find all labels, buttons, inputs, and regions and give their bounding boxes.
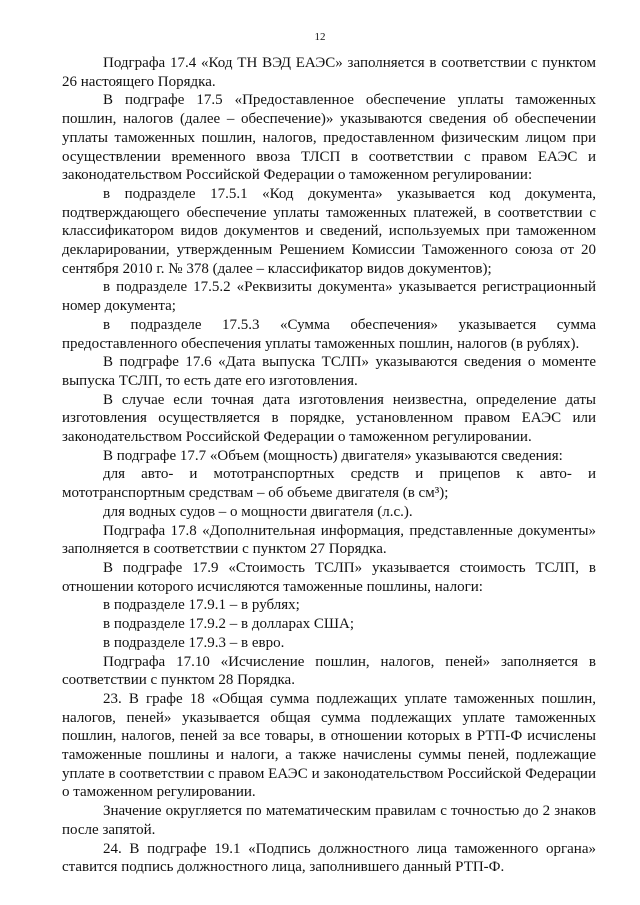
paragraph: для водных судов – о мощности двигателя (л.с.). — [103, 503, 413, 520]
paragraph: в подразделе 17.5.2 «Реквизиты документа» указывается регистрационный номер документа; — [62, 279, 596, 315]
paragraph: В подграфе 17.7 «Объем (мощность) двигателя» указываются сведения: — [103, 447, 563, 464]
paragraph: Подграфа 17.4 «Код ТН ВЭД ЕАЭС» заполняется в соответствии с пунктом 26 настоящего Порядка. — [62, 55, 596, 90]
paragraph: В подграфе 17.5 «Предоставленное обеспечение уплаты таможенных пошлин, налогов (далее – обеспечение)» указываются сведения об обеспечении уплаты таможенных пошлин, налогов, предоставленном физическим лицом при осуществлении временного ввоза ТЛСП в соответствии с правом ЕАЭС и законодательством Российской Федерации о таможенном регулировании: — [62, 92, 596, 184]
paragraph: 24. В подграфе 19.1 «Подпись должностного лица таможенного органа» ставится подпись должностного лица, заполнившего данный РТП-Ф. — [62, 840, 596, 876]
paragraph: В случае если точная дата изготовления неизвестна, определение даты изготовления осуществляется в порядке, установленном правом ЕАЭС или законодательством Российской Федерации о таможенном регулировании. — [62, 391, 596, 446]
paragraph: в подразделе 17.9.3 – в евро. — [103, 634, 285, 651]
paragraph: В подграфе 17.6 «Дата выпуска ТСЛП» указываются сведения о моменте выпуска ТСЛП, то есть дате его изготовления. — [62, 354, 596, 389]
paragraph: в подразделе 17.9.1 – в рублях; — [103, 597, 300, 614]
document-body — [62, 54, 596, 877]
paragraph: Подграфа 17.8 «Дополнительная информация, представленные документы» заполняется в соответствии с пунктом 27 Порядка. — [62, 522, 596, 558]
paragraph: в подразделе 17.5.3 «Сумма обеспечения» указывается сумма предоставленного обеспечения уплаты таможенных пошлин, налогов (в рублях). — [62, 316, 596, 352]
paragraph: 23. В графе 18 «Общая сумма подлежащих уплате таможенных пошлин, налогов, пеней» указывается общая сумма подлежащих уплате таможенных пошлин, налогов, пеней за все товары, в отношении которых в РТП-Ф исчислены таможенные пошлины и налоги, а также начислены суммы пеней, подлежащие уплате в соответствии с правом ЕАЭС и законодательством Российской Федерации о таможенном регулировании. — [62, 690, 596, 801]
paragraph: в подразделе 17.9.2 – в долларах США; — [103, 616, 354, 633]
paragraph: В подграфе 17.9 «Стоимость ТСЛП» указывается стоимость ТСЛП, в отношении которого исчисляются таможенные пошлины, налоги: — [62, 559, 596, 595]
paragraph: Подграфа 17.10 «Исчисление пошлин, налогов, пеней» заполняется в соответствии с пунктом 28 Порядка. — [62, 653, 596, 689]
page-number: 12 — [314, 31, 326, 43]
paragraph: в подразделе 17.5.1 «Код документа» указывается код документа, подтверждающего обеспечение уплаты таможенных платежей, в соответствии с классификатором видов документов и сведений, используемых при таможенном декларировании, утвержденным Решением Комиссии Таможенного союза от 20 сентября 2010 г. № 378 (далее – классификатор видов документов); — [62, 185, 596, 277]
paragraph: для авто- и мототранспортных средств и прицепов к авто- и мототранспортным средствам – об объеме двигателя (в см³); — [62, 466, 596, 502]
paragraph: Значение округляется по математическим правилам с точностью до 2 знаков после запятой. — [62, 803, 596, 838]
